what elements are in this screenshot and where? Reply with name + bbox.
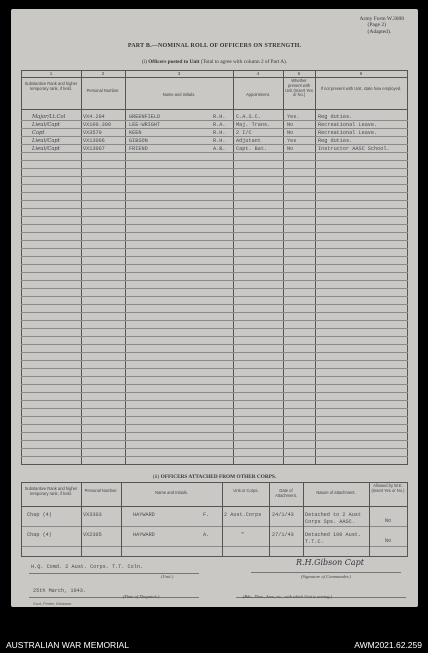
table-i-row-line <box>21 272 408 273</box>
header-personal-number: Personal Number. <box>86 88 120 93</box>
section-ii-heading: OFFICERS ATTACHED FROM OTHER CORPS. <box>160 474 277 480</box>
cell-rank: Chap (4) <box>27 532 52 538</box>
table-ii-bottom-border <box>21 556 408 557</box>
table-i-col-line <box>407 70 408 465</box>
table-i-row-line <box>21 304 408 305</box>
cell-number: VX3570 <box>83 130 102 136</box>
table-i-row-line <box>21 392 408 393</box>
cell-appointment: Adjutant <box>236 138 261 144</box>
table-i-row-line <box>21 240 408 241</box>
cell-number: VX13066 <box>83 138 105 144</box>
header-present: Whether present with Unit (Insert Yes or No.) <box>285 78 313 98</box>
cell-number: VX2305 <box>83 532 102 538</box>
table-ii-col-line <box>81 482 82 557</box>
cell-present: No <box>287 122 294 128</box>
table-i-col-line <box>233 70 234 465</box>
table-i-row-line <box>21 264 408 265</box>
table-i-row-line <box>21 440 408 441</box>
ii-header-rank: Substantive Rank and higher temporary rank, if held. <box>24 486 78 496</box>
bde-label: (Bde., Divn., Area, etc., with which Unit is serving.) <box>243 594 333 599</box>
cell-present: Yes. <box>287 114 300 120</box>
cell-employed: Reg duties. <box>318 114 353 120</box>
cell-employed: Instructor AASC School. <box>318 146 390 152</box>
cell-rank: Lieut/Capt <box>32 146 60 152</box>
cell-appointment: Maj. Trans. <box>236 122 271 128</box>
section-i-heading: Officers posted to Unit <box>148 59 200 65</box>
cell-allowed: No <box>385 518 392 524</box>
caption-left: AUSTRALIAN WAR MEMORIAL <box>6 640 129 650</box>
table-i-row-line <box>21 232 408 233</box>
table-i-row-line <box>21 296 408 297</box>
table-i-row-line <box>21 400 408 401</box>
col-number: 3 <box>177 71 181 76</box>
table-ii-top-border <box>21 482 408 483</box>
commander-signature: R.H.Gibson Capt <box>296 558 364 567</box>
cell-name: KEEN <box>129 130 142 136</box>
col-number: 6 <box>359 71 363 76</box>
cell-initials: A.B. <box>213 146 226 152</box>
cell-initials: F. <box>203 512 210 518</box>
header-rank: Substantive Rank and higher temporary rank, if held. <box>24 81 78 91</box>
table-i-row-line <box>21 256 408 257</box>
cell-rank: Lieut/Capt <box>32 122 60 128</box>
section-i-prefix: (i) <box>141 59 147 65</box>
cell-allowed: No <box>385 538 392 544</box>
table-i-row-line <box>21 432 408 433</box>
section-i-note: (Total to agree with column 2 of Part A). <box>200 59 288 65</box>
cell-unit: " <box>241 532 245 538</box>
cell-name: LEE-WRIGHT <box>129 122 161 128</box>
table-i-row-line <box>21 424 408 425</box>
cell-nature: Detached to 2 Aust Corps Sps. AASC. <box>305 512 362 525</box>
form-ref-line-3: (Adapted). <box>367 28 392 35</box>
table-i-row-line <box>21 408 408 409</box>
table-i-row-line <box>21 160 408 161</box>
table-i-number-border <box>21 77 408 78</box>
table-i-col-line <box>81 70 82 465</box>
cell-rank: Chap (4) <box>27 512 52 518</box>
cell-employed: Recreational Leave. <box>318 130 378 136</box>
table-ii-col-line <box>407 482 408 557</box>
table-i-row-line <box>21 168 408 169</box>
cell-number: VX100.390 <box>83 122 112 128</box>
table-i-row-line <box>21 248 408 249</box>
table-i-row-line <box>21 176 408 177</box>
header-name: Name and Initials. <box>162 92 196 97</box>
table-i-row-line <box>21 312 408 313</box>
table-i-row-line <box>21 216 408 217</box>
ii-header-number: Personal Number. <box>84 488 118 493</box>
section-ii-title <box>11 474 418 480</box>
table-ii-row-line <box>21 546 408 547</box>
cell-initials: R.H. <box>213 130 226 136</box>
table-i-row-line <box>21 368 408 369</box>
col-number: 1 <box>49 71 53 76</box>
table-ii-col-line <box>222 482 223 557</box>
caption-right: AWM2021.62.259 <box>354 640 422 650</box>
cell-initials: A. <box>203 532 210 538</box>
date-rule <box>29 597 199 598</box>
ii-header-nature: Nature of attachment. <box>316 490 356 495</box>
table-i-row-line <box>21 456 408 457</box>
cell-name: HAYWARD <box>133 532 155 538</box>
table-i-row-line <box>21 320 408 321</box>
table-i-row-line <box>21 328 408 329</box>
table-ii-col-line <box>21 482 22 557</box>
table-i-row-line <box>21 184 408 185</box>
table-i-row-line <box>21 200 408 201</box>
form-ref-line-2: (Page 2) <box>367 22 387 29</box>
date-label: (Date of Despatch.) <box>123 594 160 599</box>
cell-employed: Recreational Leave. <box>318 122 378 128</box>
table-i-col-line <box>315 70 316 465</box>
signature-label: (Signature of Commander.) <box>301 574 351 579</box>
table-ii-header-border <box>21 506 408 507</box>
cell-name: HAYWARD <box>133 512 155 518</box>
table-ii-row-line <box>21 526 408 527</box>
table-i-row-line <box>21 224 408 225</box>
table-i-row-line <box>21 376 408 377</box>
table-i-bottom-border <box>21 464 408 465</box>
table-i-row-line <box>21 192 408 193</box>
table-i-row-line <box>21 336 408 337</box>
ii-header-date: Date of Attachment. <box>275 488 297 498</box>
cell-unit: 2 Aust.Corps <box>224 512 262 518</box>
cell-number: VX13067 <box>83 146 105 152</box>
cell-rank: Lieut/Capt <box>32 138 60 144</box>
header-employed: If not present with Unit, state how employed. <box>320 86 402 91</box>
table-i-col-line <box>283 70 284 465</box>
cell-number: VX3303 <box>83 512 102 518</box>
cell-employed: Reg duties. <box>318 138 353 144</box>
form-reference <box>360 16 404 35</box>
cell-rank: Capt <box>32 130 45 136</box>
table-i-row-line <box>21 280 408 281</box>
ii-header-unit: Unit or Corps. <box>233 488 259 493</box>
cell-rank: Major/Lt.Col <box>32 114 66 120</box>
cell-present: No <box>287 146 294 152</box>
cell-initials: R.H. <box>213 114 226 120</box>
printer-imprint: Govt. Printer, Brisbane. <box>33 602 73 606</box>
table-i-row-line <box>21 384 408 385</box>
ii-header-name: Name and Initials. <box>155 490 188 495</box>
table-i-row-line <box>21 416 408 417</box>
cell-appointment: Capt. Bat. <box>236 146 268 152</box>
cell-date: 27/1/43 <box>272 532 294 538</box>
cell-appointment: C.A.S.C. <box>236 114 261 120</box>
signature-rule <box>251 572 401 573</box>
table-i-row-line <box>21 208 408 209</box>
table-i-row-line <box>21 120 408 121</box>
document-page <box>11 9 418 607</box>
cell-number: VX4.284 <box>83 114 105 120</box>
cell-present: Yes <box>287 138 297 144</box>
table-i-row-line <box>21 128 408 129</box>
part-title: PART B.—NOMINAL ROLL OF OFFICERS ON STRENGTH. <box>127 43 302 49</box>
table-i-header-border <box>21 109 408 110</box>
col-number: 4 <box>256 71 260 76</box>
form-ref-line-1: Army Form W.3008 <box>359 16 404 22</box>
cell-initials: R.A. <box>213 122 226 128</box>
col-number: 5 <box>297 71 301 76</box>
cell-name: GREENFIELD <box>129 114 161 120</box>
col-number: 2 <box>101 71 105 76</box>
table-i-row-line <box>21 288 408 289</box>
ii-header-allowed: Allowed by W.E. (Insert Yes or No.) <box>371 483 405 493</box>
table-i-row-line <box>21 360 408 361</box>
header-appointment: Appointment. <box>245 92 271 97</box>
cell-name: FRIEND <box>129 146 148 152</box>
unit-typed: H.Q. Comd. 2 Aust. Corps. T.T. Coln. <box>31 564 144 570</box>
cell-present: No <box>287 130 294 136</box>
table-i-row-line <box>21 448 408 449</box>
cell-name: GIBSON <box>129 138 148 144</box>
table-i-row-line <box>21 136 408 137</box>
section-ii-prefix: (ii) <box>152 474 160 480</box>
unit-rule <box>29 573 199 574</box>
cell-nature: Detached 100 Aust. T.T.C. <box>305 532 362 545</box>
table-i-row-line <box>21 344 408 345</box>
table-i-row-line <box>21 144 408 145</box>
table-i-col-line <box>21 70 22 465</box>
table-i-col-line <box>125 70 126 465</box>
date-typed: 25th March, 1943. <box>33 588 86 594</box>
table-i-row-line <box>21 352 408 353</box>
unit-label: (Unit.) <box>161 574 174 579</box>
cell-appointment: 2 I/C <box>236 130 252 136</box>
cell-date: 24/1/43 <box>272 512 294 518</box>
cell-initials: R.H. <box>213 138 226 144</box>
table-i-row-line <box>21 152 408 153</box>
table-ii-col-line <box>269 482 270 557</box>
section-i-title <box>11 59 418 65</box>
